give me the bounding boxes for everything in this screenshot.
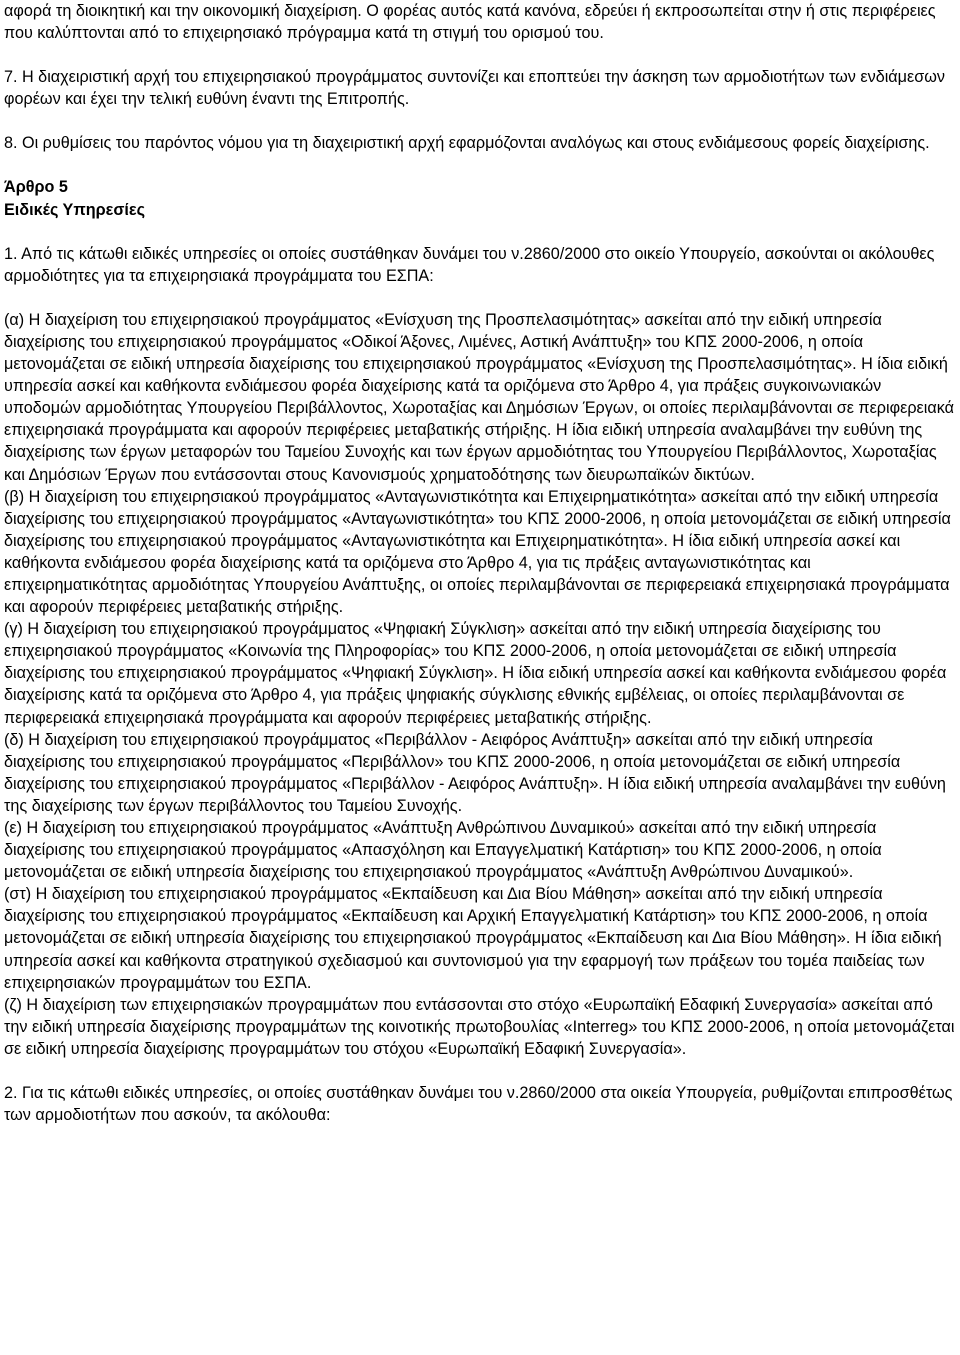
subitem-z: (ζ) Η διαχείριση των επιχειρησιακών προγραμμάτων που εντάσσονται στο στόχο «Ευρωπαϊκή Εδαφική Συνεργασία» ασκείται από την ειδική υπηρεσία διαχείρισης προγραμμάτων της κοινοτικής πρωτοβουλίας «Interreg» του ΚΠΣ 2000-2006, η οποία μετονομάζεται σε ειδική υπηρεσία διαχείρισης προγραμμάτων του στόχου «Ευρωπαϊκή Εδαφική Συνεργασία».	[4, 995, 955, 1058]
subitems-list	[4, 309, 956, 1060]
subitem-e: (ε) Η διαχείριση του επιχειρησιακού προγράμματος «Ανάπτυξη Ανθρώπινου Δυναμικού» ασκείται από την ειδική υπηρεσία διαχείρισης του επιχειρησιακού προγράμματος «Απασχόληση και Επαγγελματική Κατάρτιση» του ΚΠΣ 2000-2006, η οποία μετονομάζεται σε ειδική υπηρεσία διαχείρισης του επιχειρησιακού προγράμματος «Ανάπτυξη Ανθρώπινου Δυναμικού».	[4, 819, 882, 882]
subitem-c: (γ) Η διαχείριση του επιχειρησιακού προγράμματος «Ψηφιακή Σύγκλιση» ασκείται από την ειδική υπηρεσία διαχείρισης του επιχειρησιακού προγράμματος «Κοινωνία της Πληροφορίας» του ΚΠΣ 2000-2006, η οποία μετονομάζεται σε ειδική υπηρεσία διαχείρισης του επιχειρησιακού προγράμματος «Ψηφιακή Σύγκλιση». Η ίδια ειδική υπηρεσία ασκεί και καθήκοντα ενδιάμεσου φορέα διαχείρισης κατά τα οριζόμενα στο Άρθρο 4, για πράξεις ψηφιακής σύγκλισης εθνικής εμβέλειας, οι οποίες περιλαμβάνονται σε περιφερειακά επιχειρησιακά προγράμματα και αφορούν περιφέρειες μεταβατικής στήριξης.	[4, 620, 947, 727]
article-heading	[4, 176, 956, 220]
paragraph-7: 7. Η διαχειριστική αρχή του επιχειρησιακού προγράμματος συντονίζει και εποπτεύει την άσκηση των αρμοδιοτήτων των ενδιάμεσων φορέων και έχει την τελική ευθύνη έναντι της Επιτροπής.	[4, 68, 945, 109]
item-1: 1. Από τις κάτωθι ειδικές υπηρεσίες οι οποίες συστάθηκαν δυνάμει του ν.2860/2000 στο οικείο Υπουργείο, ασκούνται οι ακόλουθες αρμοδιότητες για τα επιχειρησιακά προγράμματα του ΕΣΠΑ:	[4, 244, 935, 285]
article-number: Άρθρο 5	[4, 178, 68, 197]
subitem-a: (α) Η διαχείριση του επιχειρησιακού προγράμματος «Ενίσχυση της Προσπελασιμότητας» ασκείται από την ειδική υπηρεσία διαχείρισης του επιχειρησιακού προγράμματος «Οδικοί Άξονες, Λιμένες, Αστική Ανάπτυξη» του ΚΠΣ 2000-2006, η οποία μετονομάζεται σε ειδική υπηρεσία διαχείρισης του επιχειρησιακού προγράμματος «Ενίσχυση της Προσπελασιμότητας». Η ίδια ειδική υπηρεσία ασκεί και καθήκοντα ενδιάμεσου φορέα διαχείρισης κατά τα οριζόμενα στο Άρθρο 4, για πράξεις συγκοινωνιακών υποδομών αρμοδιότητας Υπουργείου Περιβάλλοντος, Χωροταξίας και Δημόσιων Έργων, οι οποίες περιλαμβάνονται σε περιφερειακά επιχειρησιακά προγράμματα και αφορούν περιφέρειες μεταβατικής στήριξης. Η ίδια ειδική υπηρεσία αναλαμβάνει την ευθύνη της διαχείρισης των έργων μεταφορών του Ταμείου Συνοχής και των έργων αρμοδιότητας του Υπουργείου Περιβάλλοντος, Χωροταξίας και Δημόσιων Έργων που εντάσσονται στους Κανονισμούς χρηματοδότησης των διευρωπαϊκών δικτύων.	[4, 310, 954, 484]
intro-paragraph-tail: αφορά τη διοικητική και την οικονομική διαχείριση. Ο φορέας αυτός κατά κανόνα, εδρεύει ή εκπροσωπείται στην ή στις περιφέρειες που καλύπτονται από το επιχειρησιακό πρόγραμμα κατά τη στιγμή του ορισμού του.	[4, 2, 936, 43]
document-page	[4, 0, 956, 1126]
paragraph-8: 8. Οι ρυθμίσεις του παρόντος νόμου για τη διαχειριστική αρχή εφαρμόζονται αναλόγως και στους ενδιάμεσους φορείς διαχείρισης.	[4, 134, 930, 153]
subitem-b: (β) Η διαχείριση του επιχειρησιακού προγράμματος «Ανταγωνιστικότητα και Επιχειρηματικότητα» ασκείται από την ειδική υπηρεσία διαχείρισης του επιχειρησιακού προγράμματος «Ανταγωνιστικότητα» του ΚΠΣ 2000-2006, η οποία μετονομάζεται σε ειδική υπηρεσία διαχείρισης του επιχειρησιακού προγράμματος «Ανταγωνιστικότητα και Επιχειρηματικότητα». Η ίδια ειδική υπηρεσία ασκεί και καθήκοντα ενδιάμεσου φορέα διαχείρισης κατά τα οριζόμενα στο Άρθρο 4, για τις πράξεις ανταγωνιστικότητας και επιχειρηματικότητας αρμοδιότητας Υπουργείου Ανάπτυξης, οι οποίες περιλαμβάνονται σε περιφερειακά επιχειρησιακά προγράμματα και αφορούν περιφέρειες μεταβατικής στήριξης.	[4, 487, 951, 617]
item-2: 2. Για τις κάτωθι ειδικές υπηρεσίες, οι οποίες συστάθηκαν δυνάμει του ν.2860/2000 στα οικεία Υπουργεία, ρυθμίζονται επιπροσθέτως των αρμοδιοτήτων που ασκούν, τα ακόλουθα:	[4, 1084, 953, 1125]
article-title: Ειδικές Υπηρεσίες	[4, 200, 146, 219]
subitem-st: (στ) Η διαχείριση του επιχειρησιακού προγράμματος «Εκπαίδευση και Δια Βίου Μάθηση» ασκείται από την ειδική υπηρεσία διαχείρισης του επιχειρησιακού προγράμματος «Εκπαίδευση και Αρχική Επαγγελματική Κατάρτιση» του ΚΠΣ 2000-2006, η οποία μετονομάζεται σε ειδική υπηρεσία διαχείρισης του επιχειρησιακού προγράμματος «Εκπαίδευση και Δια Βίου Μάθηση». Η ίδια ειδική υπηρεσία ασκεί και καθήκοντα στρατηγικού σχεδιασμού και συντονισμού για την εφαρμογή των πράξεων του τομέα παιδείας των επιχειρησιακών προγραμμάτων του ΕΣΠΑ.	[4, 885, 942, 992]
subitem-d: (δ) Η διαχείριση του επιχειρησιακού προγράμματος «Περιβάλλον - Αειφόρος Ανάπτυξη» ασκείται από την ειδική υπηρεσία διαχείρισης του επιχειρησιακού προγράμματος «Περιβάλλον» του ΚΠΣ 2000-2006, η οποία μετονομάζεται σε ειδική υπηρεσία διαχείρισης του επιχειρησιακού προγράμματος «Περιβάλλον - Αειφόρος Ανάπτυξη». Η ίδια ειδική υπηρεσία αναλαμβάνει την ευθύνη της διαχείρισης των έργων περιβάλλοντος του Ταμείου Συνοχής.	[4, 730, 946, 815]
